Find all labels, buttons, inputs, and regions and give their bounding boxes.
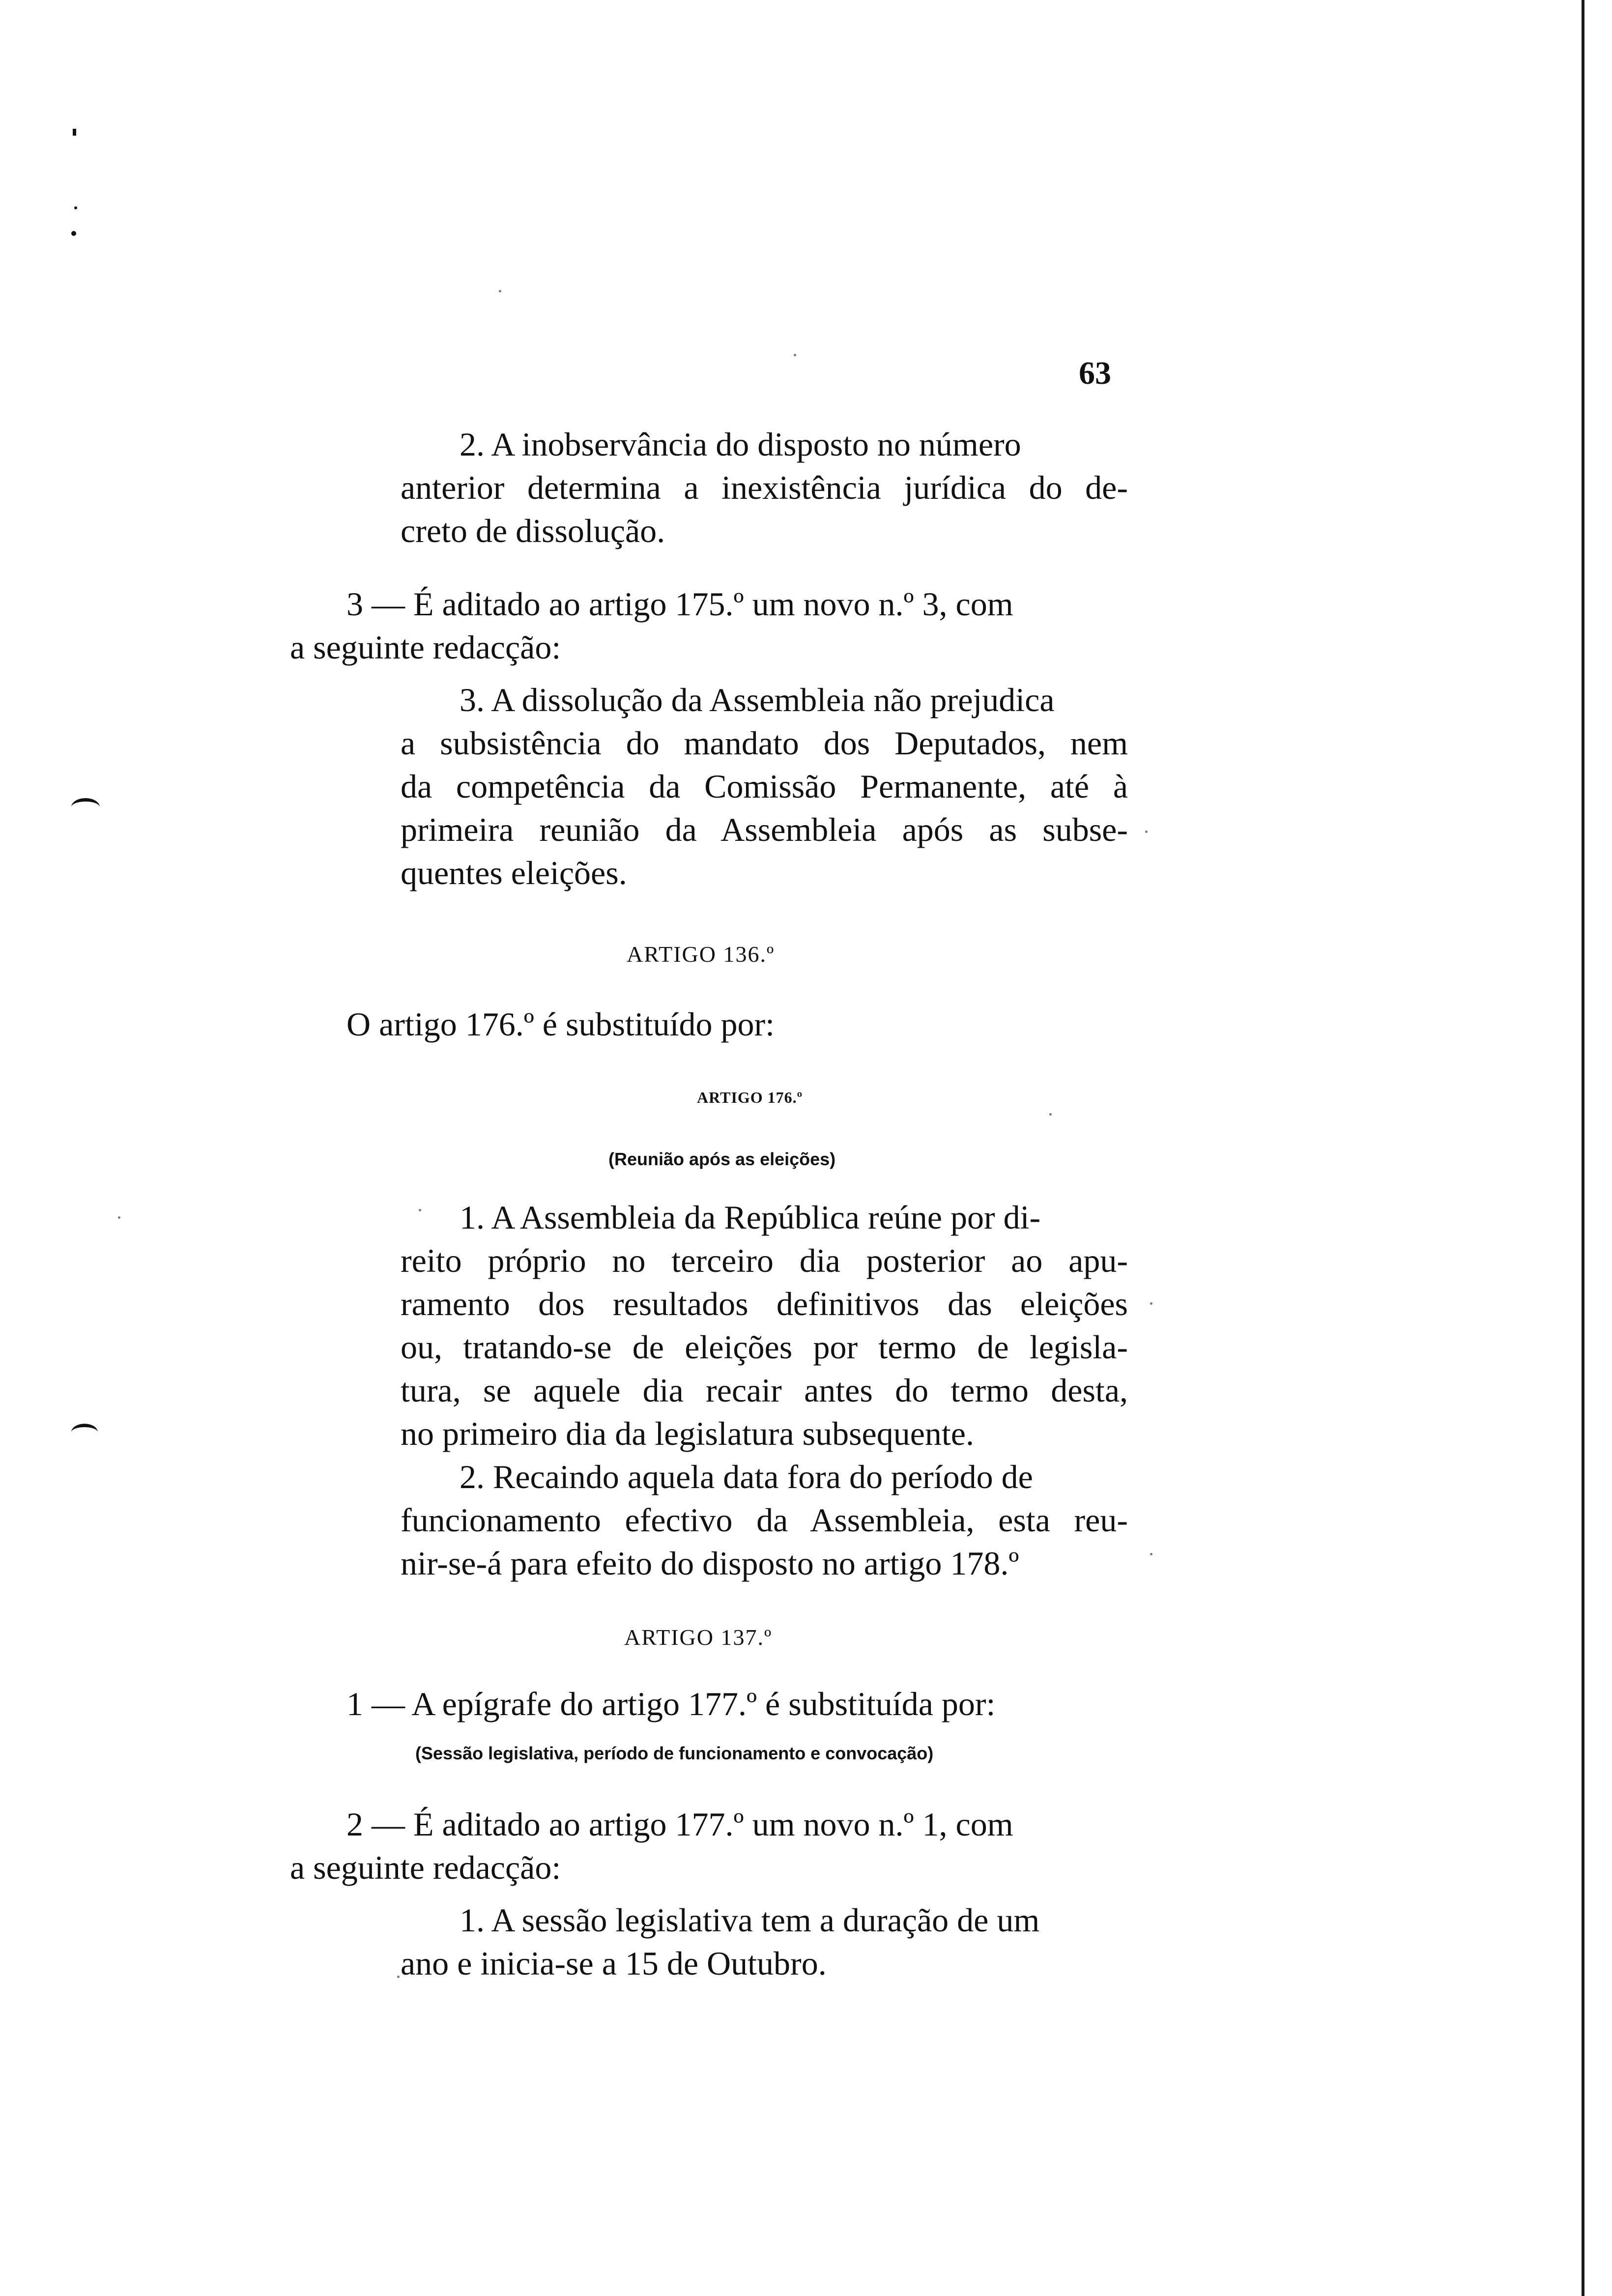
article-heading: ARTIGO 136.º: [627, 942, 775, 967]
paragraph-line: ou, tratando-se de eleições por termo de legisla-: [401, 1328, 1128, 1366]
margin-mark: [74, 206, 77, 209]
paragraph-line: quentes eleições.: [401, 854, 627, 891]
scan-speck: [118, 1216, 120, 1219]
scan-speck: [1049, 1113, 1052, 1116]
paragraph-line: creto de dissolução.: [401, 512, 665, 549]
paragraph-line: a subsistência do mandato dos Deputados, nem: [401, 724, 1128, 762]
paragraph-line: nir-se-á para efeito do disposto no artigo 178.º: [401, 1545, 1019, 1582]
article-subtitle: (Reunião após as eleições): [608, 1149, 836, 1169]
paragraph-line: 1. A sessão legislativa tem a duração de um: [460, 1901, 1040, 1939]
paragraph-line: a seguinte redacção:: [290, 629, 561, 666]
article-heading: ARTIGO 137.º: [624, 1625, 773, 1650]
page-number: 63: [1079, 355, 1111, 391]
scan-speck: [419, 1209, 421, 1211]
paragraph-line: O artigo 176.º é substituído por:: [346, 1005, 775, 1043]
paragraph-line: funcionamento efectivo da Assembleia, esta reu-: [401, 1501, 1128, 1539]
paragraph-line: 3 — É aditado ao artigo 175.º um novo n.º 3, com: [346, 585, 1013, 623]
paragraph-line: ramento dos resultados definitivos das eleições: [401, 1285, 1128, 1322]
paragraph-line: 1. A Assembleia da República reúne por di-: [460, 1199, 1041, 1236]
scan-speck: [499, 290, 501, 292]
article-heading: ARTIGO 176.º: [697, 1089, 803, 1106]
scan-speck: [1145, 831, 1148, 833]
paragraph-line: primeira reunião da Assembleia após as subse-: [401, 811, 1128, 848]
paragraph-line: anterior determina a inexistência jurídica do de-: [401, 469, 1128, 506]
margin-mark: [73, 129, 76, 136]
paragraph-line: reito próprio no terceiro dia posterior ao apu-: [401, 1242, 1128, 1279]
paragraph-line: 2. A inobservância do disposto no número: [460, 426, 1021, 463]
paragraph-line: 3. A dissolução da Assembleia não prejudica: [460, 681, 1055, 718]
paragraph-line: 2 — É aditado ao artigo 177.º um novo n.º 1, com: [346, 1806, 1013, 1843]
margin-mark: [71, 1424, 98, 1441]
paragraph-line: no primeiro dia da legislatura subsequente.: [401, 1415, 974, 1452]
paragraph-line: da competência da Comissão Permanente, até à: [401, 768, 1128, 805]
paragraph-line: ano e inicia-se a 15 de Outubro.: [401, 1945, 827, 1982]
scan-speck: [1150, 1553, 1152, 1555]
scan-speck: [397, 1976, 400, 1978]
scan-speck: [1150, 1302, 1152, 1305]
margin-mark: [71, 231, 76, 236]
paragraph-line: tura, se aquele dia recair antes do termo desta,: [401, 1372, 1128, 1409]
scan-speck: [794, 354, 796, 356]
paragraph-line: a seguinte redacção:: [290, 1849, 561, 1886]
page-edge-border: [1582, 0, 1584, 2296]
paragraph-line: 1 — A epígrafe do artigo 177.º é substituída por:: [346, 1685, 996, 1722]
paragraph-line: 2. Recaindo aquela data fora do período de: [460, 1458, 1033, 1495]
margin-mark: [71, 798, 100, 816]
article-subtitle: (Sessão legislativa, período de funcionamento e convocação): [415, 1743, 934, 1763]
